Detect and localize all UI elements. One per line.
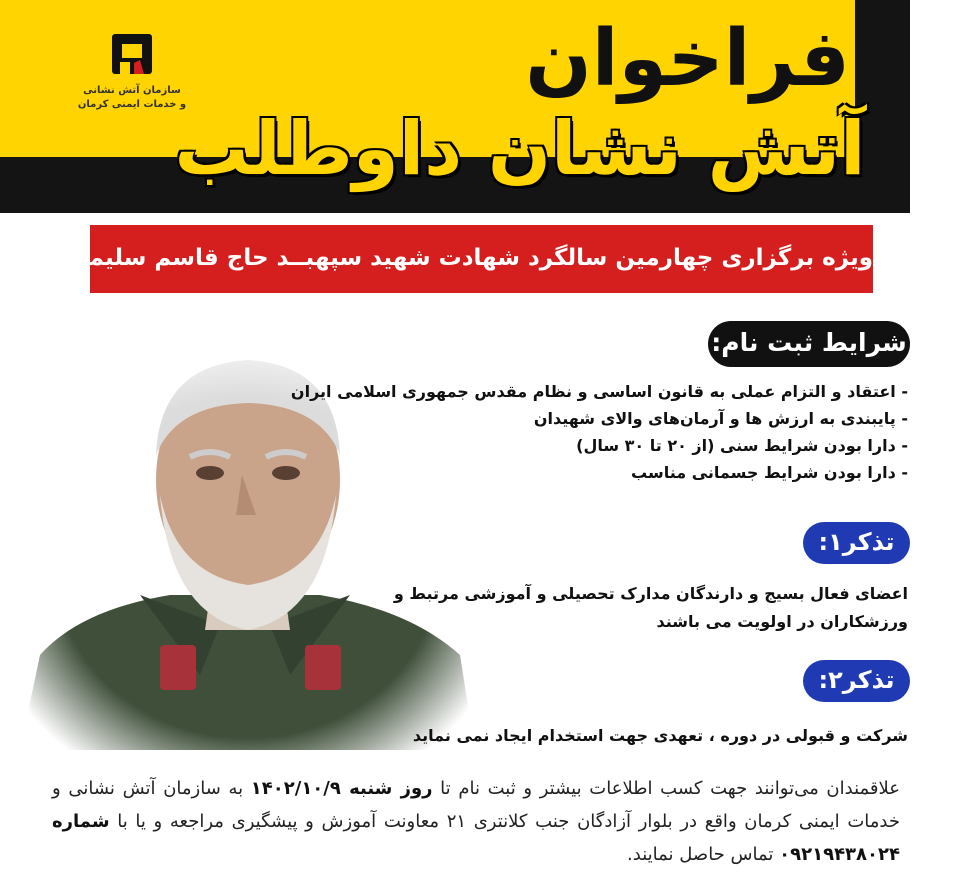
title-line-2: آتش نشان داوطلب [174,106,866,192]
fire-department-logo-icon [108,30,156,78]
logo-text [62,84,202,111]
note-2-heading: تذکر۲: [803,660,910,702]
list-item: - دارا بودن شرایط جسمانی مناسب [631,463,908,482]
conditions-heading: شرایط ثبت نام: [708,321,910,367]
note-1-text: اعضای فعال بسیج و دارندگان مدارک تحصیلی و آموزشی مرتبط و ورزشکاران در اولویت می باشند [393,584,908,631]
title-line-1: فراخوان [525,14,850,104]
conditions-list [290,378,908,486]
footer-text-1: علاقمندان می‌توانند جهت کسب اطلاعات بیشتر و ثبت نام تا [440,778,900,799]
phone-number: شماره ۰۹۲۱۹۴۳۸۰۲۴ [52,811,900,865]
logo-text-line-2: و خدمات ایمنی کرمان [77,98,187,110]
list-item: - پایبندی به ارزش ها و آرمان‌های والای شهیدان [533,409,908,428]
occasion-banner: ویژه برگزاری چهارمین سالگرد شهادت شهید سپهبــد حاج قاسم سلیمانی [90,225,873,293]
logo [62,30,202,111]
contact-paragraph [52,772,900,871]
footer-text-2: به سازمان آتش نشانی و خدمات ایمنی کرمان واقع در بلوار آزادگان جنب کلانتری ۲۱ معاونت آموزش و پیشگیری مراجعه و یا با [52,778,900,832]
logo-text-line-1: سازمان آتش نشانی [83,85,181,96]
list-item: - دارا بودن شرایط سنی (از ۲۰ تا ۳۰ سال) [576,436,908,455]
list-item: - اعتقاد و التزام عملی به قانون اساسی و نظام مقدس جمهوری اسلامی ایران [290,382,908,401]
note-1-heading: تذکر۱: [803,522,910,564]
deadline-date: روز شنبه ۱۴۰۲/۱۰/۹ [250,778,433,799]
footer-text-3: تماس حاصل نمایند. [627,844,774,865]
note-2-text: شرکت و قبولی در دوره ، تعهدی جهت استخدام ایجاد نمی نماید [412,726,908,745]
